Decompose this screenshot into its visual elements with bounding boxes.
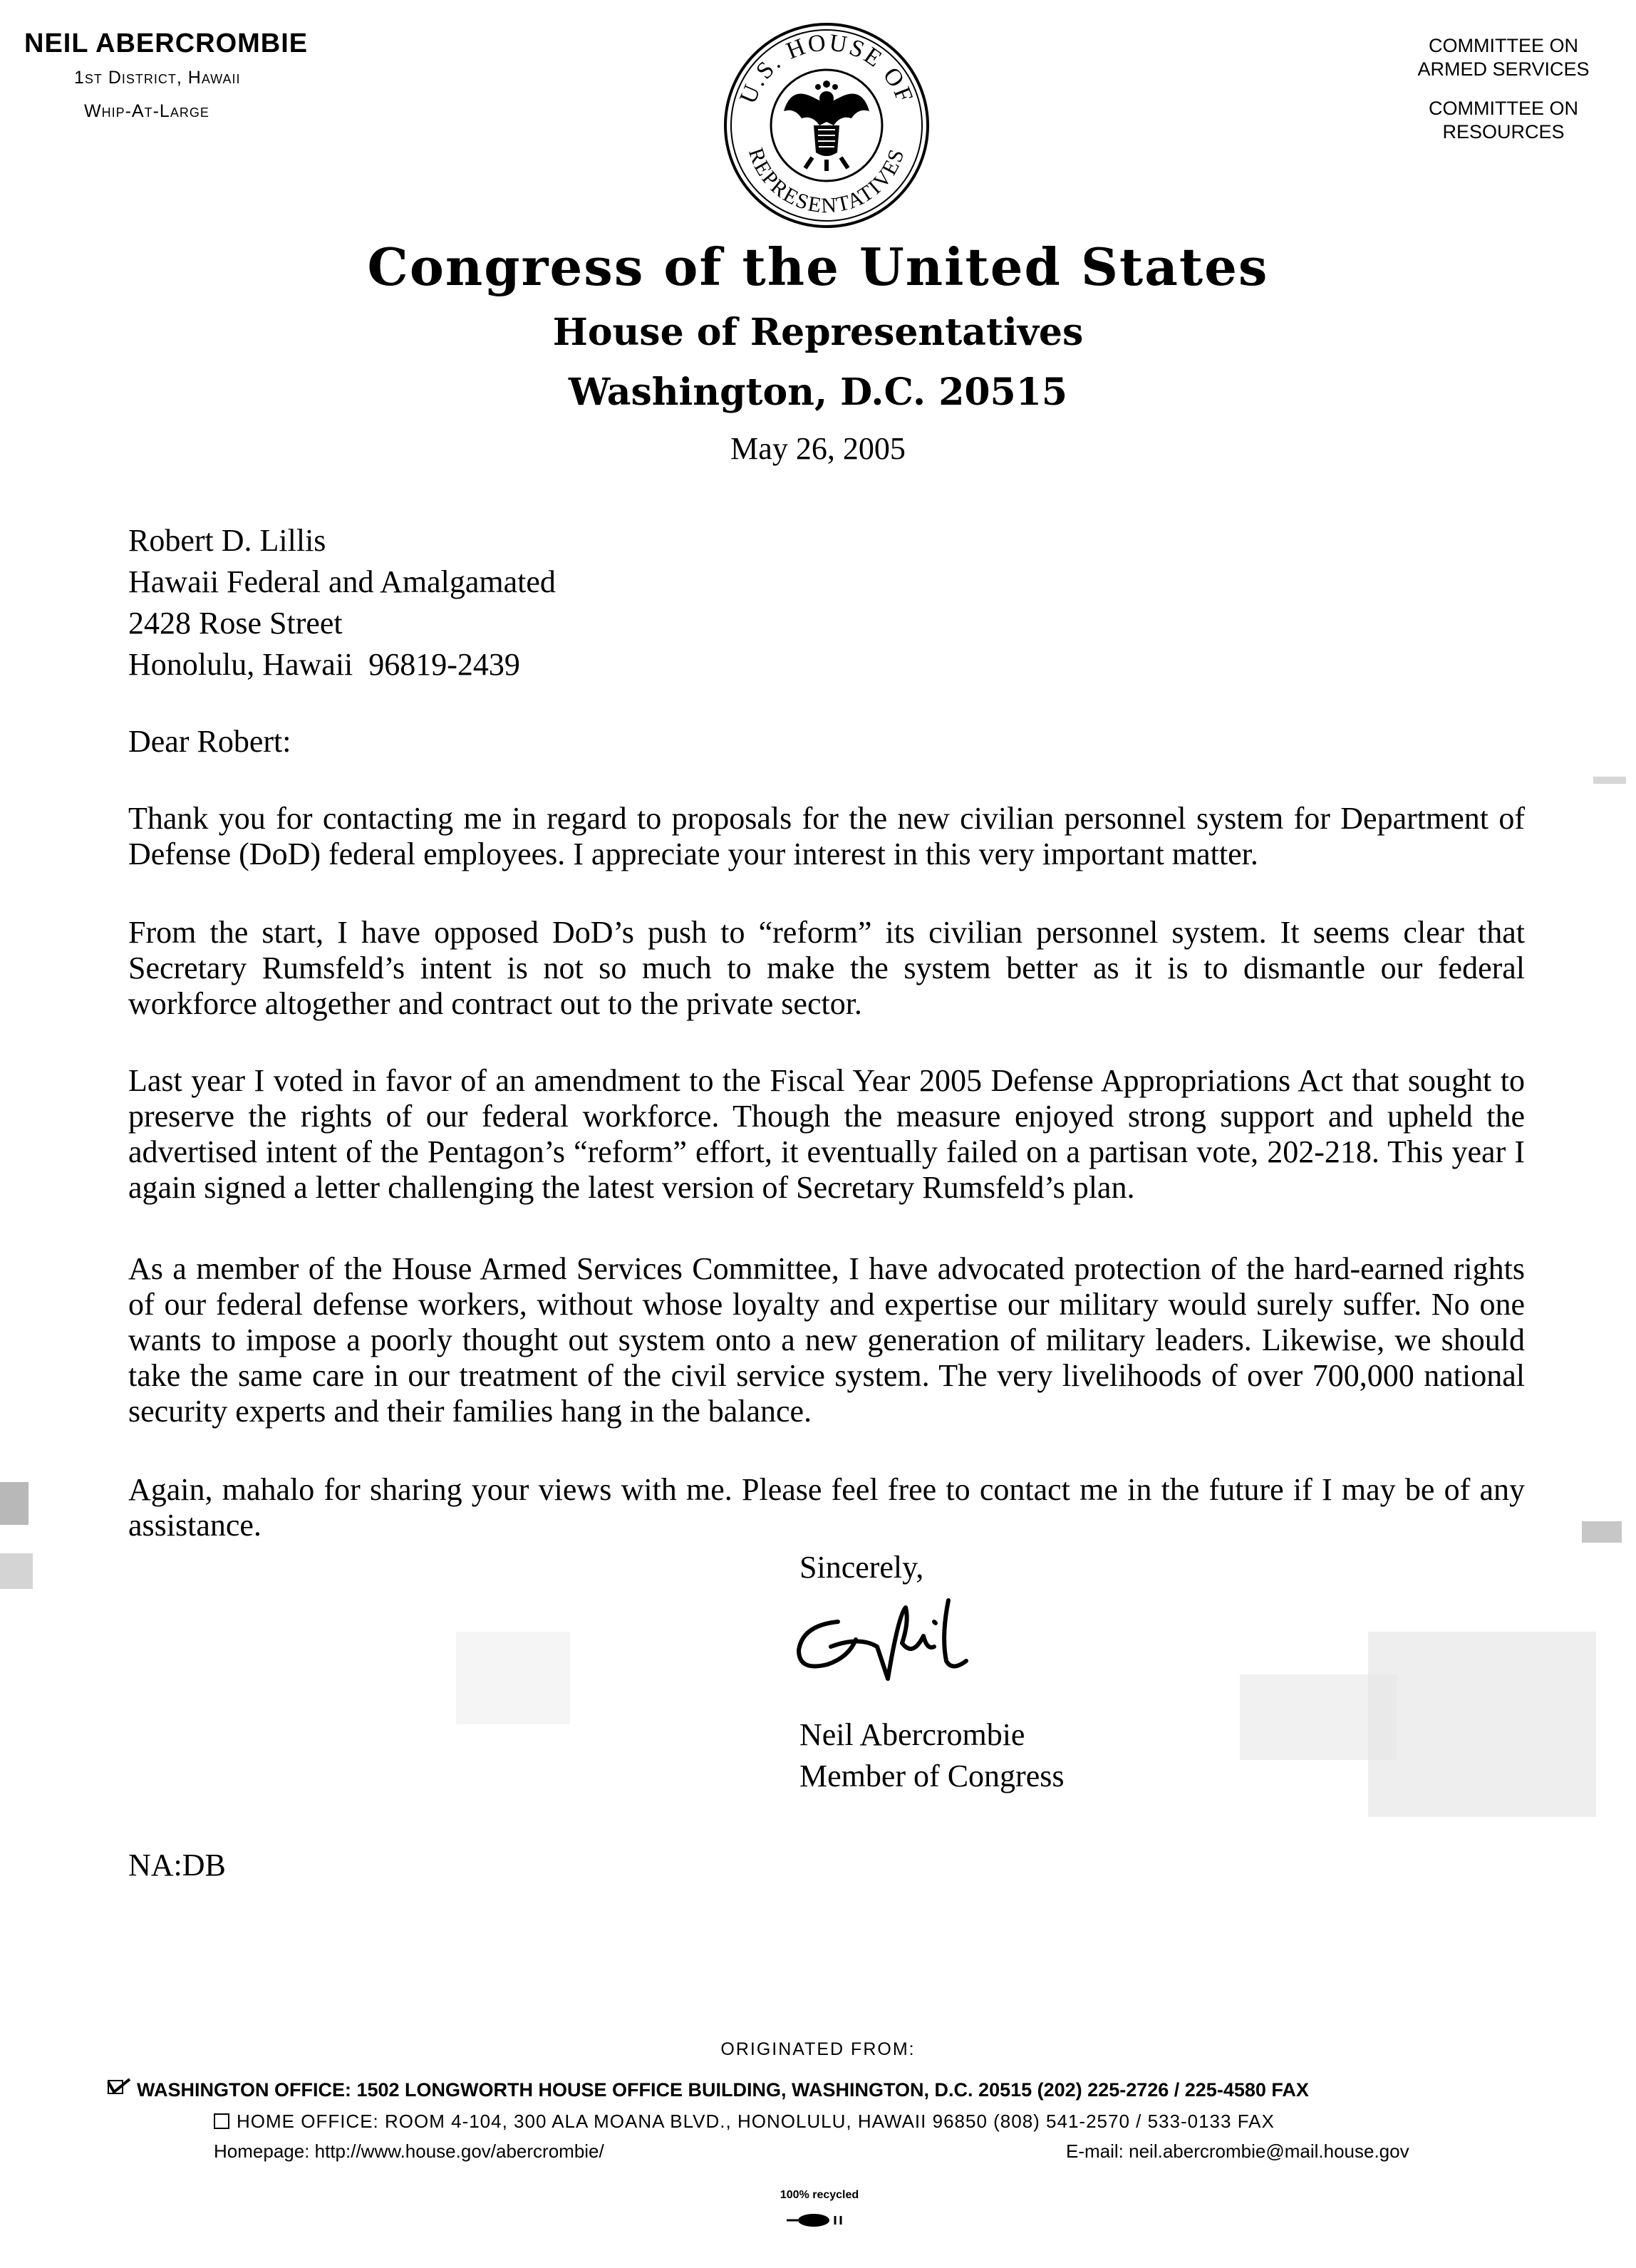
committee-2-line-1: COMMITTEE ON <box>1429 98 1578 119</box>
footer-washington-office <box>107 2078 1309 2101</box>
recipient-city: Honolulu, Hawaii 96819-2439 <box>128 647 520 682</box>
signer-block <box>799 1714 1065 1797</box>
typist-initials: NA:DB <box>128 1848 226 1883</box>
footer-email: E-mail: neil.abercrombie@mail.house.gov <box>1066 2140 1409 2162</box>
footer-homepage: Homepage: http://www.house.gov/abercrombie/ <box>214 2140 604 2162</box>
paragraph-2: From the start, I have opposed DoD’s push to “reform” its civilian personnel system. It seems clear that Secretary Rumsfeld’s intent is not so much to make the system better as it is to dismantle our federal workforce altogether and contract out to the private sector. <box>128 915 1525 1021</box>
header-congress: Congress of the United States <box>367 237 1269 297</box>
checkbox-icon <box>214 2113 229 2129</box>
letter-date: May 26, 2005 <box>730 431 906 466</box>
seal-bottom-text: REPRESENTATIVES <box>743 145 910 218</box>
paragraph-5: Again, mahalo for sharing your views with me. Please feel free to contact me in the future if I may be of any assistance. <box>128 1472 1525 1543</box>
footer-home-office <box>214 2111 1275 2133</box>
letterhead-role: Whip-At-Large <box>84 101 209 121</box>
letterhead-district: 1st District, Hawaii <box>74 68 241 88</box>
recipient-name: Robert D. Lillis <box>128 523 326 558</box>
signature <box>788 1593 1002 1693</box>
closing: Sincerely, <box>799 1550 924 1585</box>
letterhead-name: NEIL ABERCROMBIE <box>24 29 309 58</box>
recipient-address <box>128 520 1525 685</box>
scan-speckle-right-top <box>1593 775 1629 787</box>
committee-resources <box>1397 97 1610 144</box>
signer-name: Neil Abercrombie <box>799 1717 1025 1752</box>
committee-2-line-2: RESOURCES <box>1442 121 1565 143</box>
salutation: Dear Robert: <box>128 724 291 759</box>
washington-office-text: WASHINGTON OFFICE: 1502 LONGWORTH HOUSE OFFICE BUILDING, WASHINGTON, D.C. 20515 (202) 225-2726 / 225-4580 FAX <box>137 2079 1309 2101</box>
paragraph-4: As a member of the House Armed Services Committee, I have advocated protection of the hard-earned rights of our federal defense workers, without whose loyalty and expertise our military would surely suffer. No one wants to impose a poorly thought out system onto a new generation of military leaders. Likewise, we should take the same care in our treatment of the civil service system. The very livelihoods of over 700,000 national security experts and their families hang in the balance. <box>128 1251 1525 1429</box>
scan-speckle-left <box>0 1475 36 1603</box>
checkmark-pencil-icon <box>107 2078 133 2101</box>
header-city: Washington, D.C. 20515 <box>568 371 1068 414</box>
recycled-leaf-icon <box>784 2212 848 2229</box>
header-house: House of Representatives <box>552 311 1084 354</box>
committee-1-line-1: COMMITTEE ON <box>1429 35 1578 56</box>
committee-1-line-2: ARMED SERVICES <box>1417 58 1590 80</box>
paragraph-3: Last year I voted in favor of an amendment to the Fiscal Year 2005 Defense Appropriations Act that sought to preserve the rights of our federal workforce. Though the measure enjoyed strong support and upheld the advertised intent of the Pentagon’s “reform” effort, it eventually failed on a partisan vote, 202-218. This year I again signed a letter challenging the latest version of Secretary Rumsfeld’s plan. <box>128 1063 1525 1205</box>
footer-originated: ORIGINATED FROM: <box>720 2039 916 2059</box>
scan-speckle-right <box>1582 1518 1625 1546</box>
scan-speckle-center <box>456 1632 570 1724</box>
scan-speckle-noise <box>1240 1632 1610 1817</box>
eagle-seal-icon <box>720 19 933 232</box>
recipient-street: 2428 Rose Street <box>128 606 343 641</box>
signer-title: Member of Congress <box>799 1759 1065 1793</box>
eagle-icon <box>784 81 869 171</box>
seal-top-text: U.S. HOUSE OF <box>735 29 918 108</box>
recycled-label: 100% recycled <box>780 2189 859 2201</box>
home-office-text: HOME OFFICE: ROOM 4-104, 300 ALA MOANA BLVD., HONOLULU, HAWAII 96850 (808) 541-2570 / 533-0133 FAX <box>237 2111 1275 2132</box>
recipient-organization: Hawaii Federal and Amalgamated <box>128 564 556 599</box>
paragraph-1: Thank you for contacting me in regard to proposals for the new civilian personnel system for Department of Defense (DoD) federal employees. I appreciate your interest in this very important matter. <box>128 801 1525 871</box>
committee-armed-services <box>1397 34 1610 81</box>
